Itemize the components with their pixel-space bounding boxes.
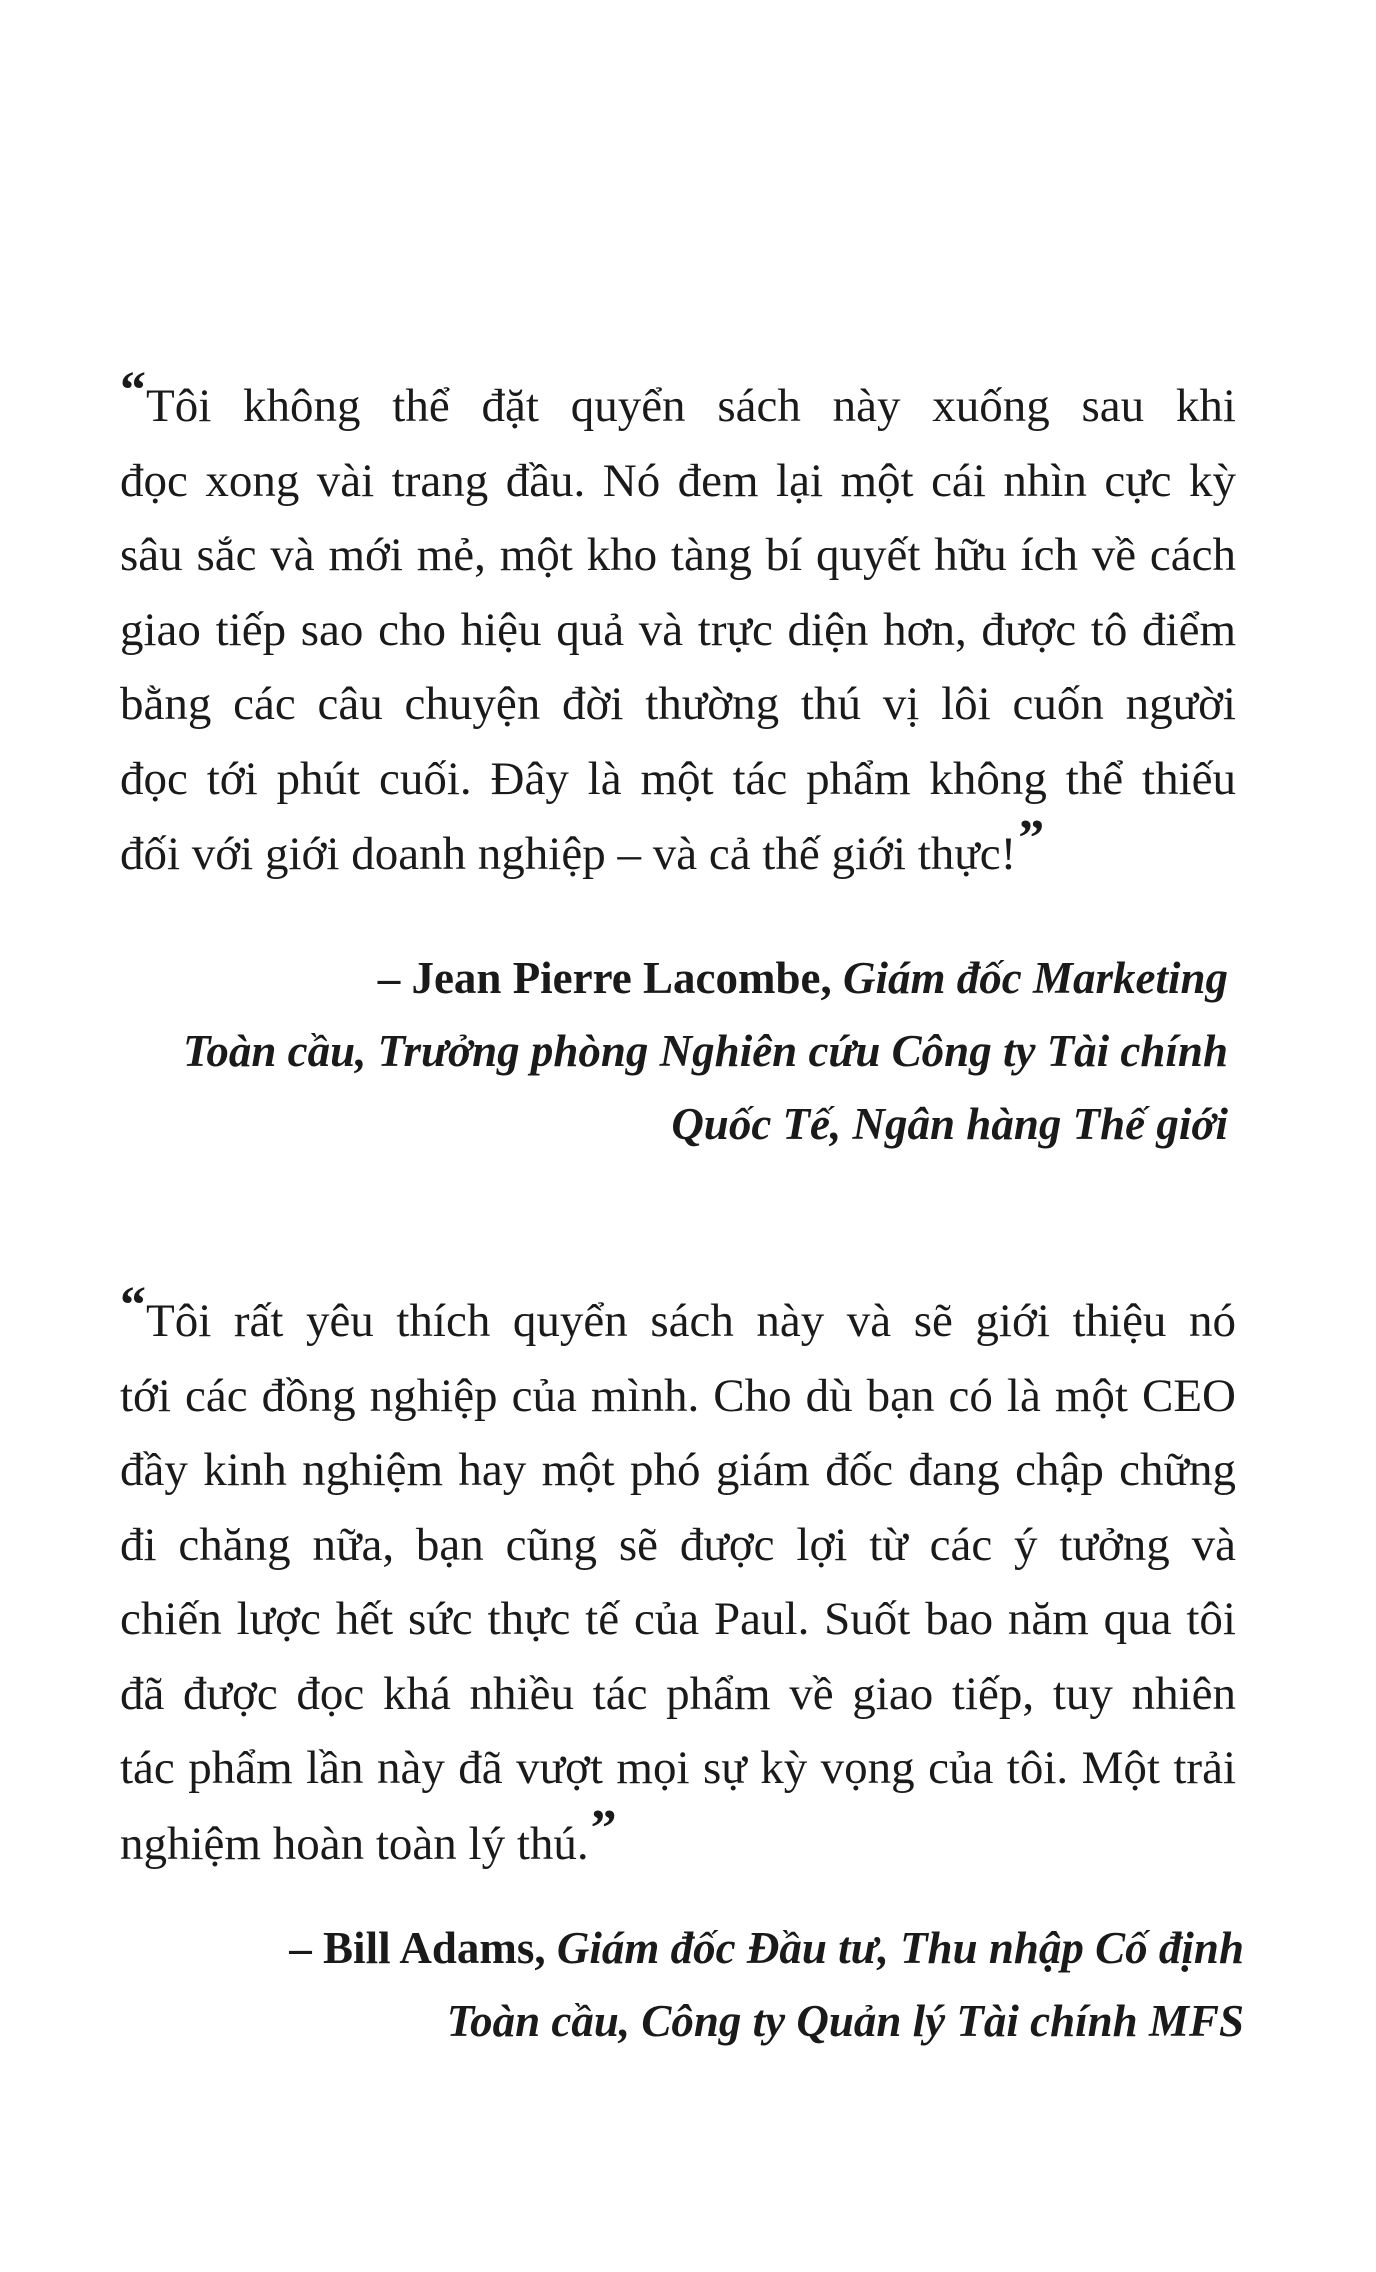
attribution-role: Giám đốc Đầu tư, Thu nhập Cố định xyxy=(556,1923,1244,1973)
quote-line: đầy kinh nghiệm hay một phó giám đốc đang chập chững xyxy=(120,1444,1236,1496)
quote-2-text xyxy=(120,1277,1236,1881)
quote-line: đã được đọc khá nhiều tác phẩm về giao tiếp, tuy nhiên xyxy=(120,1667,1236,1720)
testimonial-quote-1 xyxy=(120,362,1236,892)
close-quote-mark: ” xyxy=(1018,810,1041,867)
attribution-name: – Jean Pierre Lacombe, xyxy=(377,953,832,1003)
quote-line: đối với giới doanh nghiệp – và cả thế giới thực!” xyxy=(120,810,1041,880)
close-quote-mark: ” xyxy=(590,1799,613,1857)
quote-1-attribution xyxy=(120,942,1228,1161)
quote-1-text xyxy=(120,362,1236,892)
open-quote-mark: “ xyxy=(120,1277,142,1334)
quote-line: chiến lược hết sức thực tế của Paul. Suốt bao năm qua tôi xyxy=(120,1593,1236,1645)
attribution-role: Toàn cầu, Trưởng phòng Nghiên cứu Công ty Tài chính xyxy=(183,1026,1228,1076)
quote-line: nghiệm hoàn toàn lý thú.” xyxy=(120,1799,613,1870)
attribution-role: Giám đốc Marketing xyxy=(842,953,1228,1003)
open-quote-mark: “ xyxy=(120,362,142,419)
quote-line: “Tôi không thể đặt quyển sách này xuống sau khi xyxy=(120,362,1236,432)
quote-line: đọc tới phút cuối. Đây là một tác phẩm không thể thiếu xyxy=(120,752,1236,805)
quote-line: “Tôi rất yêu thích quyển sách này và sẽ giới thiệu nó xyxy=(120,1277,1236,1347)
quote-line: giao tiếp sao cho hiệu quả và trực diện hơn, được tô điểm xyxy=(120,603,1236,656)
quote-line: đọc xong vài trang đầu. Nó đem lại một cái nhìn cực kỳ xyxy=(120,454,1236,507)
quote-2-attribution xyxy=(120,1912,1244,2058)
quote-line: đi chăng nữa, bạn cũng sẽ được lợi từ các ý tưởng và xyxy=(120,1518,1236,1571)
testimonial-quote-2 xyxy=(120,1277,1236,1881)
attribution-role: Quốc Tế, Ngân hàng Thế giới xyxy=(671,1099,1228,1149)
attribution-name: – Bill Adams, xyxy=(289,1923,546,1973)
attribution-role: Toàn cầu, Công ty Quản lý Tài chính MFS xyxy=(446,1996,1244,2046)
quote-line: bằng các câu chuyện đời thường thú vị lôi cuốn người xyxy=(120,678,1236,730)
quote-line: sâu sắc và mới mẻ, một kho tàng bí quyết hữu ích về cách xyxy=(120,529,1236,581)
quote-line: tới các đồng nghiệp của mình. Cho dù bạn có là một CEO xyxy=(120,1369,1236,1422)
quote-line: tác phẩm lần này đã vượt mọi sự kỳ vọng của tôi. Một trải xyxy=(120,1742,1236,1794)
